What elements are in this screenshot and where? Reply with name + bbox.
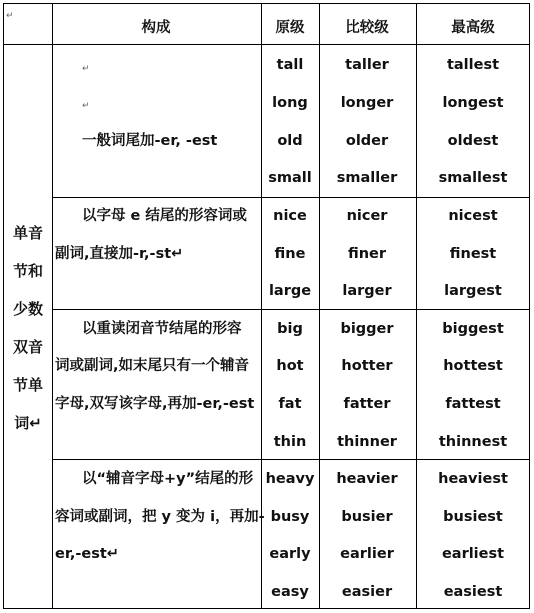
group-3-description-line: 以重读闭音节结尾的形容 bbox=[82, 321, 242, 337]
col-divider-1 bbox=[52, 3, 53, 609]
table-border-left bbox=[3, 3, 4, 609]
table-border-bottom bbox=[3, 608, 530, 609]
group-3-description-line: 词或副词,如末尾只有一个辅音 bbox=[55, 358, 250, 374]
left-label-line: 节和 bbox=[12, 262, 44, 280]
comparative-cell: smaller bbox=[336, 170, 398, 186]
positive-cell: large bbox=[268, 283, 312, 299]
table-border-top bbox=[3, 3, 530, 4]
positive-cell: long bbox=[272, 95, 308, 111]
corner-mark: ↵ bbox=[6, 11, 14, 21]
superlative-cell: tallest bbox=[446, 57, 500, 73]
comparative-cell: bigger bbox=[340, 321, 394, 337]
header-construction: 构成 bbox=[141, 20, 171, 36]
group-3-description-line: 字母,双写该字母,再加-er,-est bbox=[55, 396, 255, 412]
positive-cell: nice bbox=[273, 208, 307, 224]
group-divider-3 bbox=[52, 459, 530, 460]
comparative-cell: older bbox=[345, 133, 389, 149]
superlative-cell: busiest bbox=[443, 509, 503, 525]
group-4-description-line: 容词或副词，把 y 变为 i，再加- bbox=[55, 509, 265, 525]
comparative-cell: hotter bbox=[341, 358, 393, 374]
comparative-cell: longer bbox=[340, 95, 394, 111]
group-2-description-line: 副词,直接加-r,-st↵ bbox=[55, 246, 184, 262]
superlative-cell: oldest bbox=[447, 133, 499, 149]
comparative-cell: busier bbox=[341, 509, 393, 525]
superlative-cell: hottest bbox=[443, 358, 503, 374]
group-divider-1 bbox=[52, 197, 530, 198]
positive-cell: heavy bbox=[265, 471, 315, 487]
left-label-line: 节单 bbox=[12, 376, 44, 394]
left-label-line: 单音 bbox=[12, 224, 44, 242]
header-superlative: 最高级 bbox=[451, 20, 495, 36]
group-4-description-line: er,-est↵ bbox=[55, 546, 119, 562]
col-divider-4 bbox=[416, 3, 417, 609]
superlative-cell: finest bbox=[449, 246, 497, 262]
superlative-cell: smallest bbox=[438, 170, 508, 186]
comparative-cell: nicer bbox=[346, 208, 388, 224]
positive-cell: big bbox=[277, 321, 303, 337]
superlative-cell: largest bbox=[444, 283, 502, 299]
positive-cell: busy bbox=[270, 509, 310, 525]
comparative-cell: thinner bbox=[337, 434, 397, 450]
header-divider bbox=[3, 44, 530, 45]
comparative-cell: larger bbox=[342, 283, 392, 299]
paragraph-mark: ↵ bbox=[82, 64, 90, 74]
superlative-cell: fattest bbox=[445, 396, 501, 412]
positive-cell: hot bbox=[276, 358, 304, 374]
group-divider-2 bbox=[52, 309, 530, 310]
positive-cell: early bbox=[269, 546, 311, 562]
positive-cell: fat bbox=[278, 396, 302, 412]
comparative-cell: finer bbox=[347, 246, 387, 262]
comparative-cell: earlier bbox=[340, 546, 394, 562]
positive-cell: tall bbox=[276, 57, 304, 73]
header-positive: 原级 bbox=[275, 20, 305, 36]
positive-cell: easy bbox=[271, 584, 309, 600]
superlative-cell: longest bbox=[442, 95, 504, 111]
group-2-description-line: 以字母 e 结尾的形容词或 bbox=[82, 208, 247, 224]
grammar-table bbox=[3, 3, 530, 609]
comparative-cell: heavier bbox=[336, 471, 398, 487]
superlative-cell: thinnest bbox=[438, 434, 508, 450]
positive-cell: thin bbox=[273, 434, 307, 450]
header-comparative: 比较级 bbox=[345, 20, 389, 36]
comparative-cell: easier bbox=[341, 584, 393, 600]
paragraph-mark: ↵ bbox=[82, 101, 90, 111]
left-label-line: 少数 bbox=[12, 300, 44, 318]
left-label-line: 双音 bbox=[12, 338, 44, 356]
superlative-cell: earliest bbox=[441, 546, 505, 562]
superlative-cell: biggest bbox=[442, 321, 504, 337]
group-4-description-line: 以“辅音字母+y”结尾的形 bbox=[82, 471, 254, 487]
positive-cell: small bbox=[268, 170, 312, 186]
comparative-cell: fatter bbox=[343, 396, 391, 412]
positive-cell: fine bbox=[274, 246, 306, 262]
table-border-right bbox=[529, 3, 530, 609]
left-label-line: 词↵ bbox=[14, 414, 42, 432]
superlative-cell: easiest bbox=[443, 584, 503, 600]
col-divider-3 bbox=[319, 3, 320, 609]
positive-cell: old bbox=[277, 133, 303, 149]
superlative-cell: nicest bbox=[448, 208, 498, 224]
superlative-cell: heaviest bbox=[438, 471, 508, 487]
comparative-cell: taller bbox=[345, 57, 389, 73]
group-1-description: 一般词尾加-er, -est bbox=[82, 133, 218, 149]
